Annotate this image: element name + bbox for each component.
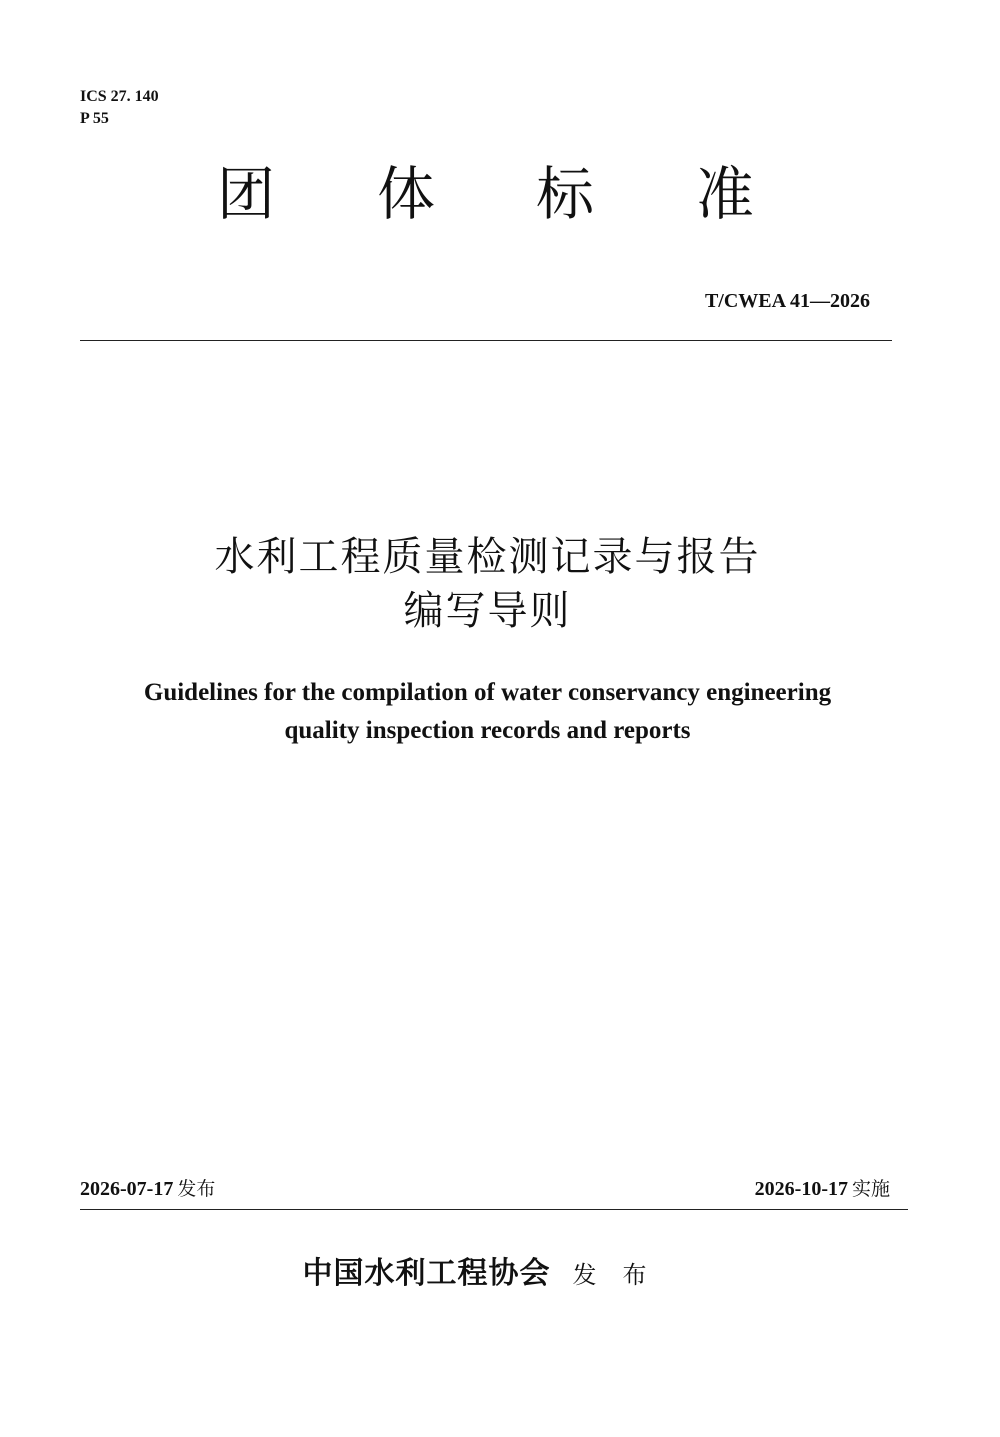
chinese-title-line-2: 编写导则 xyxy=(403,588,572,634)
issue-date: 2026-07-17 xyxy=(80,1178,174,1200)
implementation-date: 2026-10-17 xyxy=(754,1178,848,1200)
bottom-divider xyxy=(80,1209,908,1210)
english-title xyxy=(0,674,975,750)
ics-code: ICS 27. 140 xyxy=(80,88,159,105)
heading-char-4: 准 xyxy=(696,160,755,228)
ccs-code: P 55 xyxy=(80,110,109,127)
top-divider xyxy=(80,340,892,341)
heading-char-2: 体 xyxy=(377,160,436,228)
classification-codes xyxy=(80,86,159,130)
implementation-date-block xyxy=(755,1176,890,1202)
chinese-title xyxy=(0,530,975,638)
implementation-label: 实施 xyxy=(851,1178,890,1200)
publisher-line xyxy=(0,1252,975,1297)
issue-label: 发布 xyxy=(177,1178,216,1200)
chinese-title-line-1: 水利工程质量检测记录与报告 xyxy=(214,534,761,580)
issue-date-block xyxy=(80,1176,215,1202)
heading-char-3: 标 xyxy=(536,160,595,228)
english-title-line-1: Guidelines for the compilation of water conservancy engineering xyxy=(143,679,832,706)
publisher-suffix: 发布 xyxy=(572,1261,673,1289)
heading-char-1: 团 xyxy=(217,160,276,228)
english-title-line-2: quality inspection records and reports xyxy=(284,717,691,744)
standard-number: T/CWEA 41—2026 xyxy=(704,290,870,312)
publisher-name: 中国水利工程协会 xyxy=(302,1256,551,1291)
standard-type-heading xyxy=(0,158,1000,238)
